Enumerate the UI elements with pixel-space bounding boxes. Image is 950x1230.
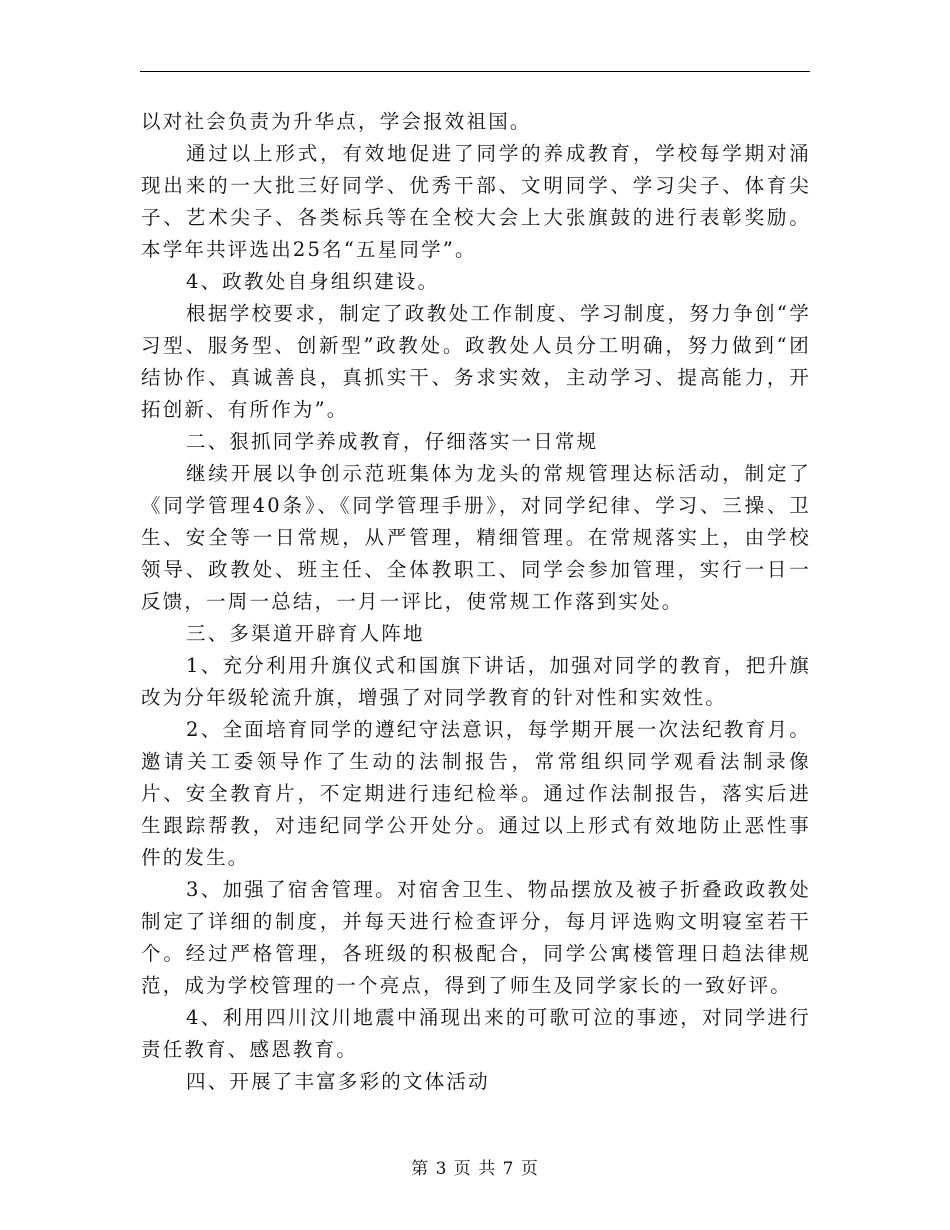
section-heading: 二、狠抓同学养成教育，仔细落实一日常规 (186, 430, 599, 453)
page-number: 第 3 页 共 7 页 (411, 1159, 539, 1179)
paragraph: 4、利用四川汶川地震中涌现出来的可歌可泣的事迹，对同学进行责任教育、感恩教育。 (141, 1006, 811, 1061)
section-heading: 三、多渠道开辟育人阵地 (186, 622, 425, 645)
paragraph: 继续开展以争创示范班集体为龙头的常规管理达标活动，制定了《同学管理40条》、《同学管理手册》，对同学纪律、学习、三操、卫生、安全等一日常规，从严管理，精细管理。在常规落实上，由学校领导、政教处、班主任、全体教职工、同学会参加管理，实行一日一反馈，一周一总结，一月一评比，使常规工作落到实处。 (141, 462, 811, 613)
paragraph: 3、加强了宿舍管理。对宿舍卫生、物品摆放及被子折叠政政教处制定了详细的制度，并每天进行检查评分，每月评选购文明寝室若干个。经过严格管理，各班级的积极配合，同学公寓楼管理日趋法律规范，成为学校管理的一个亮点，得到了师生及同学家长的一致好评。 (141, 878, 811, 997)
paragraph: 以对社会负责为升华点，学会报效祖国。 (141, 110, 532, 133)
paragraph: 4、政教处自身组织建设。 (186, 270, 440, 293)
paragraph: 1、充分利用升旗仪式和国旗下讲话，加强对同学的教育，把升旗改为分年级轮流升旗，增强了对同学教育的针对性和实效性。 (141, 654, 811, 709)
section-heading: 四、开展了丰富多彩的文体活动 (186, 1070, 490, 1093)
paragraph: 根据学校要求，制定了政教处工作制度、学习制度，努力争创“学习型、服务型、创新型”政教处。政教处人员分工明确，努力做到“团结协作、真诚善良，真抓实干、务求实效，主动学习、提高能力，开拓创新、有所作为”。 (141, 302, 811, 421)
document-body (141, 106, 811, 1098)
page-footer (0, 1154, 950, 1179)
paragraph: 2、全面培育同学的遵纪守法意识，每学期开展一次法纪教育月。邀请关工委领导作了生动的法制报告，常常组织同学观看法制录像片、安全教育片，不定期进行违纪检举。通过作法制报告，落实后进生跟踪帮教，对违纪同学公开处分。通过以上形式有效地防止恶性事件的发生。 (141, 718, 811, 869)
paragraph: 通过以上形式，有效地促进了同学的养成教育，学校每学期对涌现出来的一大批三好同学、优秀干部、文明同学、学习尖子、体育尖子、艺术尖子、各类标兵等在全校大会上大张旗鼓的进行表彰奖励。本学年共评选出25名“五星同学”。 (141, 142, 811, 261)
header-rule (140, 71, 810, 72)
